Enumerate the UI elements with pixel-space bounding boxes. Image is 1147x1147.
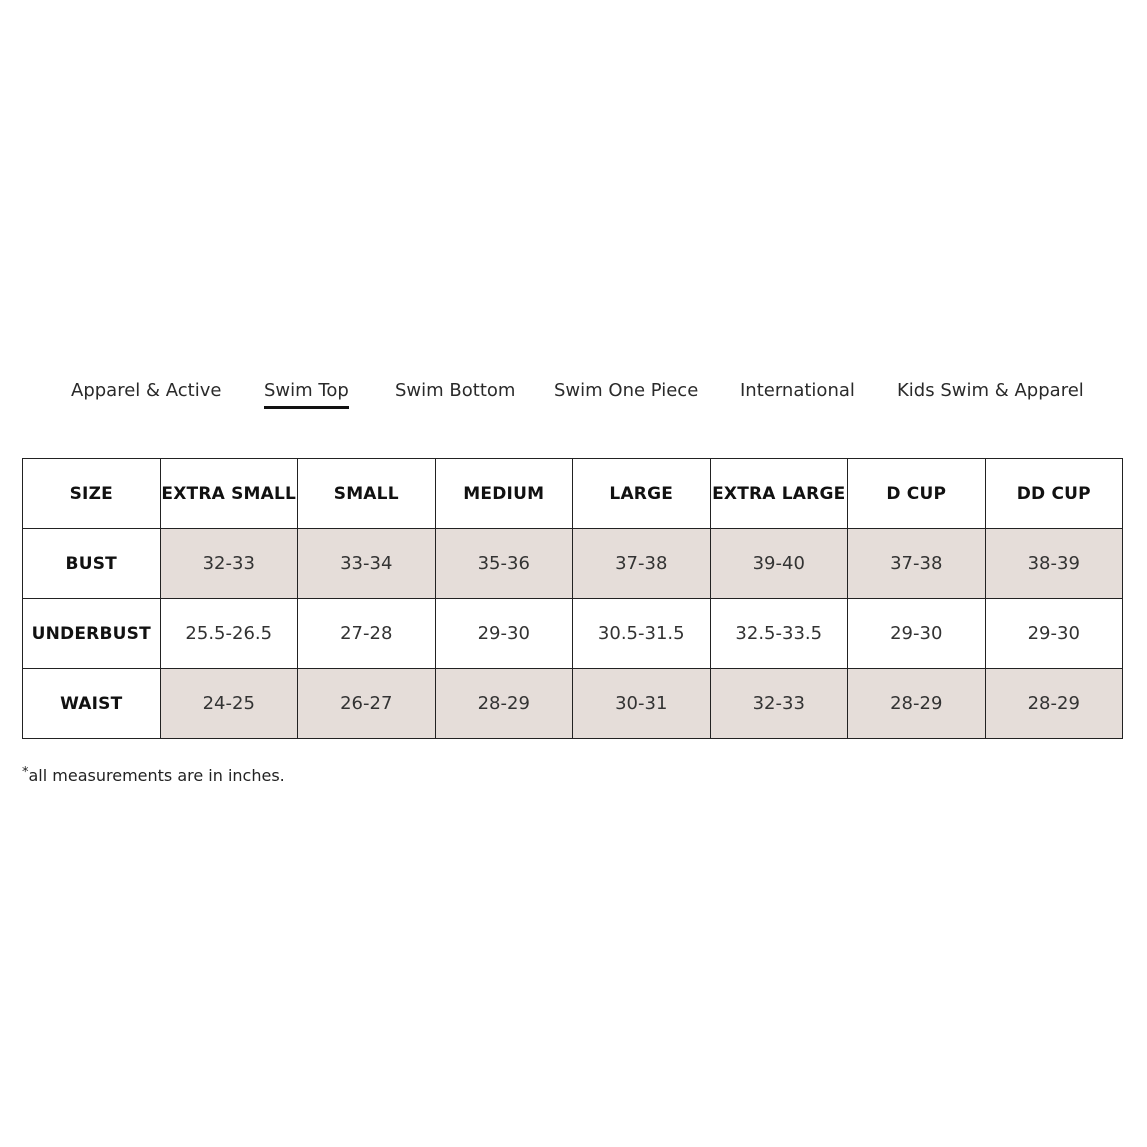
tab-apparel-active[interactable]: Apparel & Active <box>71 380 222 401</box>
column-header-extra-small: EXTRA SMALL <box>160 459 298 529</box>
table-cell: 37-38 <box>573 529 711 599</box>
tab-swim-one-piece[interactable]: Swim One Piece <box>554 380 699 401</box>
table-header-row <box>23 459 1123 529</box>
row-header-bust: BUST <box>23 529 161 599</box>
table-cell: 29-30 <box>435 599 573 669</box>
column-header-small: SMALL <box>298 459 436 529</box>
row-header-waist: WAIST <box>23 669 161 739</box>
table-cell: 32.5-33.5 <box>710 599 848 669</box>
tab-swim-top[interactable]: Swim Top <box>264 376 349 409</box>
table-cell: 30-31 <box>573 669 711 739</box>
table-cell: 35-36 <box>435 529 573 599</box>
table-row-underbust <box>23 599 1123 669</box>
table-cell: 27-28 <box>298 599 436 669</box>
table-cell: 33-34 <box>298 529 436 599</box>
table-cell: 38-39 <box>985 529 1123 599</box>
column-header-extra-large: EXTRA LARGE <box>710 459 848 529</box>
table-cell: 37-38 <box>848 529 986 599</box>
table-cell: 32-33 <box>710 669 848 739</box>
column-header-d-cup: D CUP <box>848 459 986 529</box>
table-cell: 28-29 <box>985 669 1123 739</box>
row-header-underbust: UNDERBUST <box>23 599 161 669</box>
note-asterisk: * <box>22 765 29 780</box>
table-cell: 39-40 <box>710 529 848 599</box>
table-cell: 25.5-26.5 <box>160 599 298 669</box>
size-guide-tabs <box>0 376 1147 410</box>
column-header-medium: MEDIUM <box>435 459 573 529</box>
table-cell: 29-30 <box>985 599 1123 669</box>
measurement-note <box>22 766 285 785</box>
table-row-waist <box>23 669 1123 739</box>
note-text: all measurements are in inches. <box>28 766 285 785</box>
table-cell: 30.5-31.5 <box>573 599 711 669</box>
table-cell: 32-33 <box>160 529 298 599</box>
tab-international[interactable]: International <box>740 380 855 401</box>
table-cell: 26-27 <box>298 669 436 739</box>
column-header-dd-cup: DD CUP <box>985 459 1123 529</box>
table-cell: 28-29 <box>848 669 986 739</box>
size-chart-table <box>22 458 1123 739</box>
table-cell: 24-25 <box>160 669 298 739</box>
column-header-large: LARGE <box>573 459 711 529</box>
tab-swim-bottom[interactable]: Swim Bottom <box>395 380 516 401</box>
table-row-bust <box>23 529 1123 599</box>
table-cell: 28-29 <box>435 669 573 739</box>
column-header-size: SIZE <box>23 459 161 529</box>
tab-kids-swim-apparel[interactable]: Kids Swim & Apparel <box>897 380 1084 401</box>
table-cell: 29-30 <box>848 599 986 669</box>
